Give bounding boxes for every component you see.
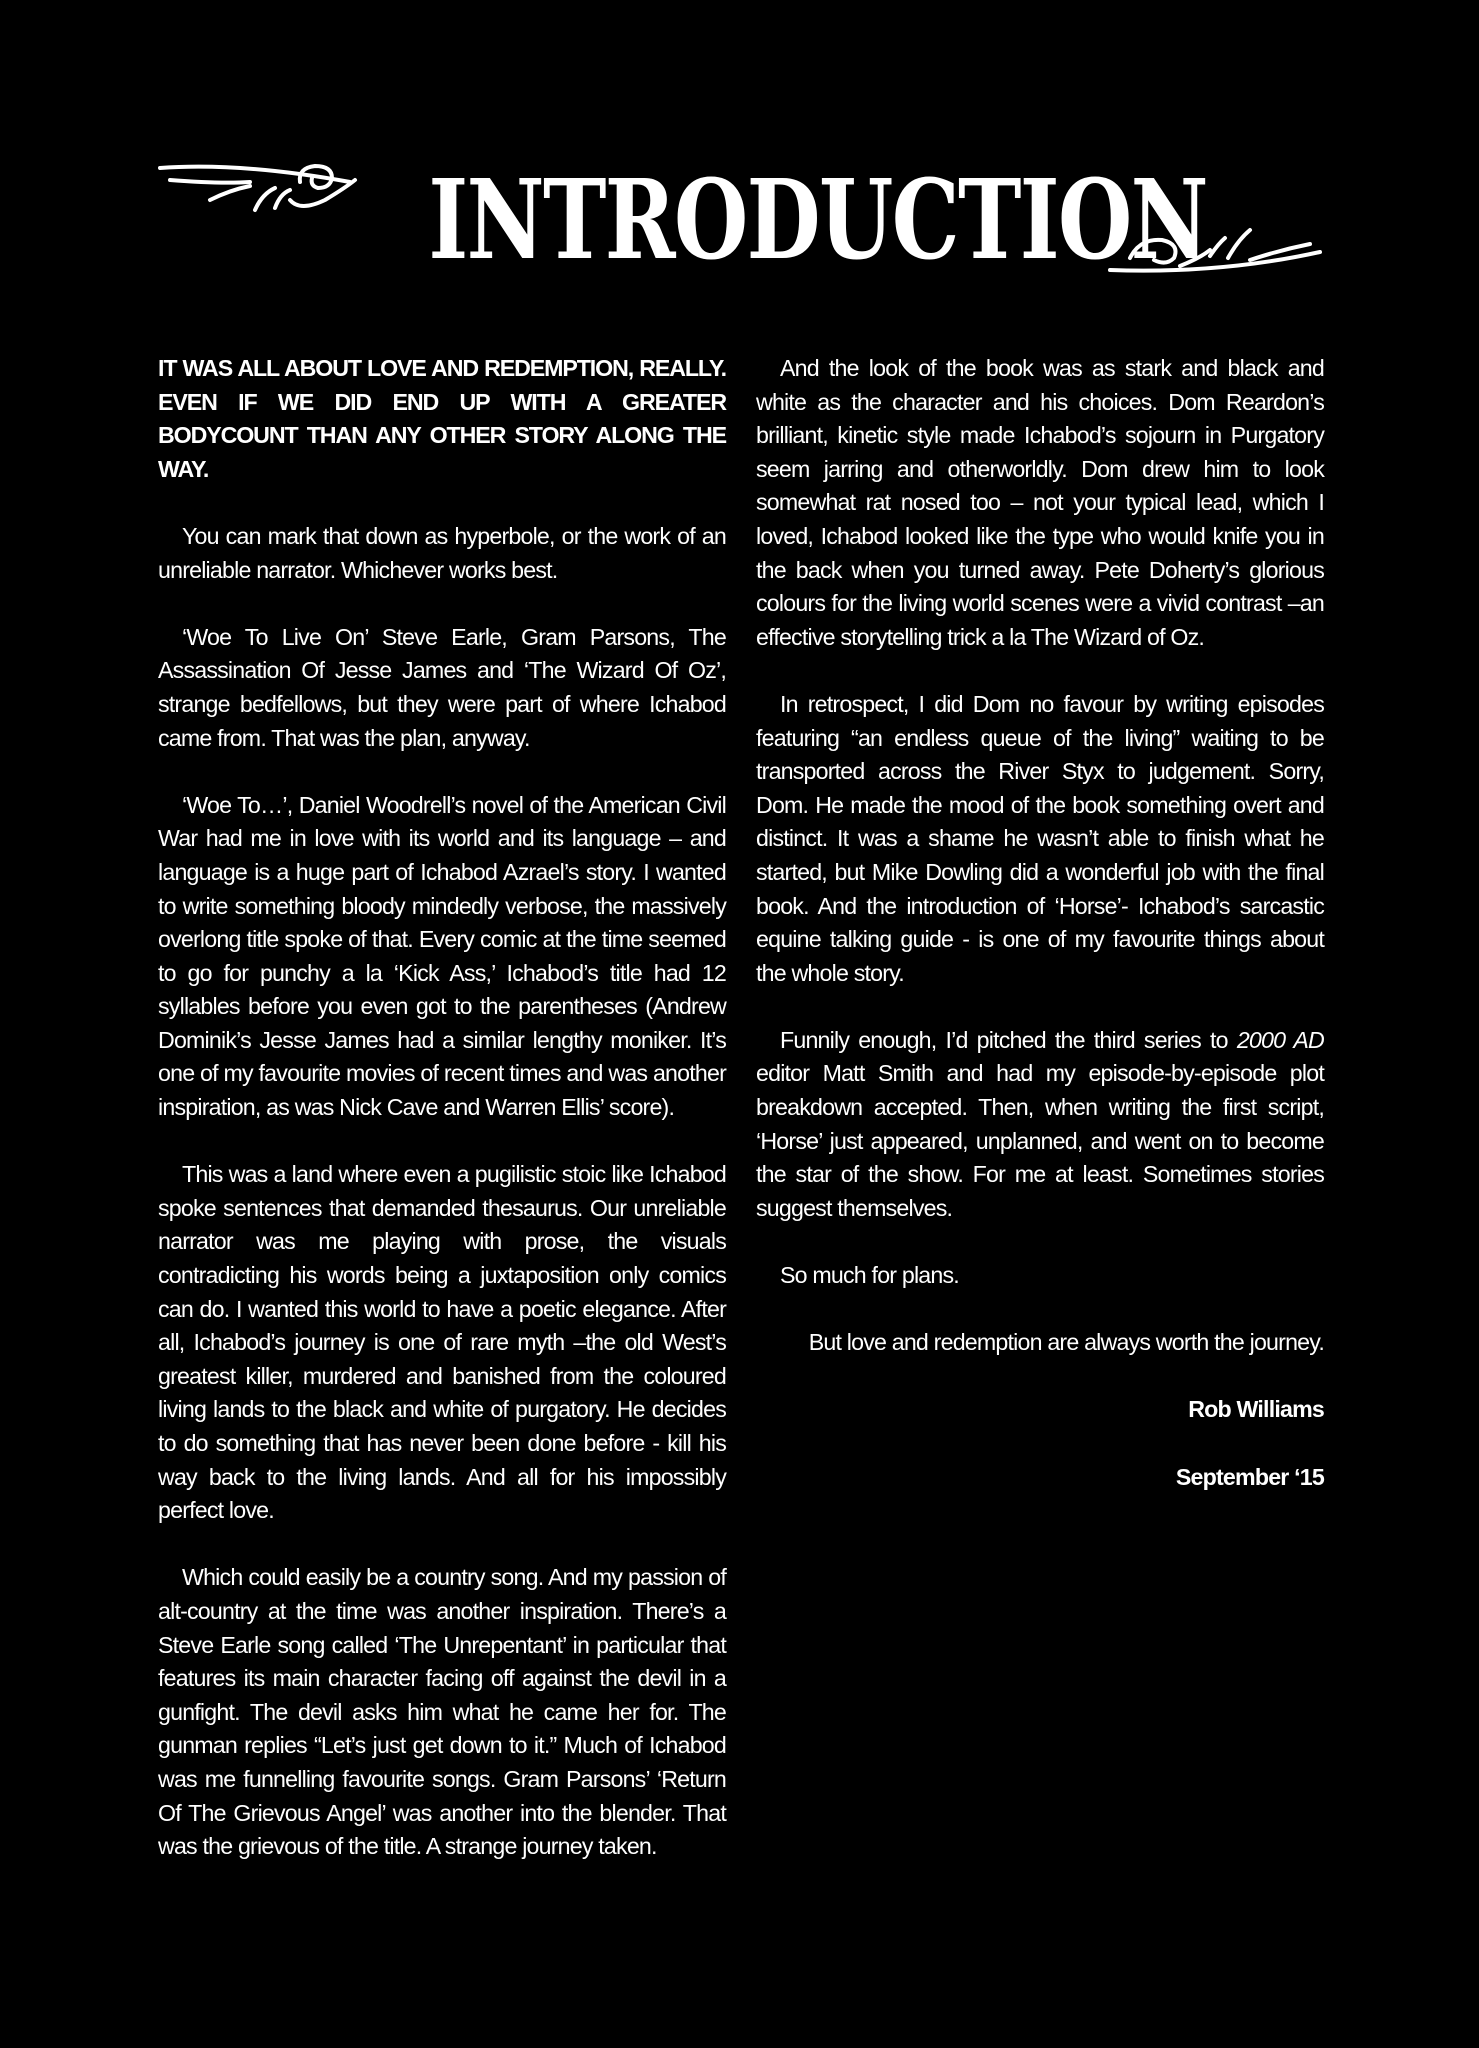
paragraph: You can mark that down as hyperbole, or the work of an unreliable narrator. Whichever works best. [158, 522, 726, 583]
paragraph: Which could easily be a country song. And my passion of alt-country at the time was another inspiration. There’s a Steve Earle song called ‘The Unrepentant’ in particular that features its main character facing off against the devil in a gunfight. The devil asks him what he came her for. The gunman replies “Let’s just get down to it.” Much of Ichabod was me funnelling favourite songs. Gram Parsons’ ‘Return Of The Grievous Angel’ was another into the blender. That was the grievous of the title. A strange journey taken. [158, 1564, 726, 1860]
right-column [756, 352, 1324, 1528]
left-column [158, 352, 726, 1897]
paragraph: ‘Woe To Live On’ Steve Earle, Gram Parsons, The Assassination Of Jesse James and ‘The Wizard Of Oz’, strange bedfellows, but they were part of where Ichabod came from. That was the plan, anyway. [158, 623, 726, 751]
left-flourish-icon [160, 166, 355, 210]
text-span: editor Matt Smith and had my episode-by-episode plot breakdown accepted. Then, when writing the first script, ‘Horse’ just appeared, unplanned, and went on to become the star of the show. For me at least. Sometimes stories suggest themselves. [756, 1060, 1324, 1221]
signature-date: September ‘15 [1175, 1463, 1324, 1490]
lead-paragraph: IT WAS ALL ABOUT LOVE AND REDEMPTION, REALLY. EVEN IF WE DID END UP WITH A GREATER BODYCOUNT THAN ANY OTHER STORY ALONG THE WAY. [158, 355, 726, 482]
paragraph: And the look of the book was as stark and black and white as the character and his choices. Dom Reardon’s brilliant, kinetic style made Ichabod’s sojourn in Purgatory seem jarring and otherworldly. Dom drew him to look somewhat rat nosed too – not your typical lead, which I loved, Ichabod looked like the type who would knife you in the back when you turned away. Pete Doherty’s glorious colours for the living world scenes were a vivid contrast –an effective storytelling trick a la The Wizard of Oz. [756, 355, 1324, 650]
page-header [150, 140, 1330, 300]
paragraph: So much for plans. [780, 1262, 959, 1289]
signature-name: Rob Williams [1188, 1396, 1324, 1423]
paragraph: In retrospect, I did Dom no favour by writing episodes featuring “an endless queue of the living” waiting to be transported across the River Styx to judgement. Sorry, Dom. He made the mood of the book something overt and distinct. It was a shame he wasn’t able to finish what he started, but Mike Dowling did a wonderful job with the final book. And the introduction of ‘Horse’- Ichabod’s sarcastic equine talking guide - is one of my favourite things about the whole story. [756, 690, 1324, 986]
paragraph-2000ad [756, 1024, 1324, 1226]
closing-line: But love and redemption are always worth the journey. [808, 1329, 1324, 1356]
publication-title: 2000 AD [1236, 1026, 1325, 1053]
page-title: INTRODUCTION [428, 154, 1207, 285]
paragraph: This was a land where even a pugilistic stoic like Ichabod spoke sentences that demanded thesaurus. Our unreliable narrator was me playing with prose, the visuals contradicting his words being a juxtaposition only comics can do. I wanted this world to have a poetic elegance. After all, Ichabod’s journey is one of rare myth –the old West’s greatest killer, murdered and banished from the coloured living lands to the black and white of purgatory. He decides to do something that has never been done before - kill his way back to the living lands. And all for his impossibly perfect love. [158, 1161, 726, 1524]
paragraph: ‘Woe To…’, Daniel Woodrell’s novel of the American Civil War had me in love with its world and its language – and language is a huge part of Ichabod Azrael’s story. I wanted to write something bloody mindedly verbose, the massively overlong title spoke of that. Every comic at the time seemed to go for punchy a la ‘Kick Ass,’ Ichabod’s title had 12 syllables before you even got to the parentheses (Andrew Dominik’s Jesse James had a similar lengthy moniker. It’s one of my favourite movies of recent times and was another inspiration, as was Nick Cave and Warren Ellis’ score). [158, 791, 726, 1121]
text-span: Funnily enough, I’d pitched the third series to [780, 1026, 1237, 1053]
